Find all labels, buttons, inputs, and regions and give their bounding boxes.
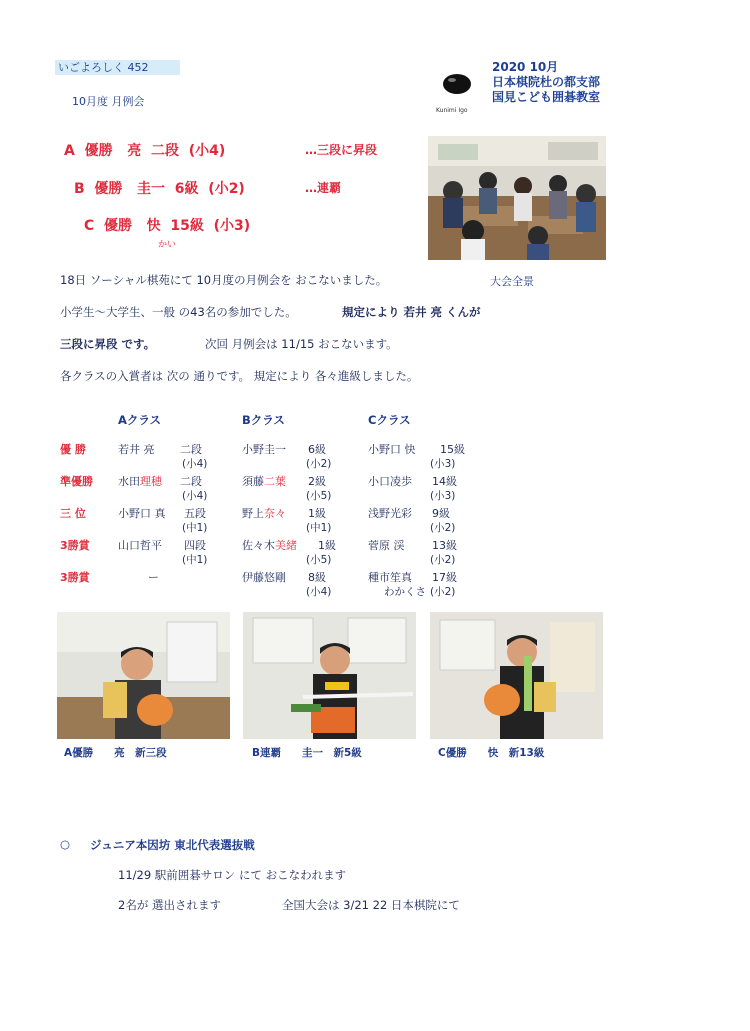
paragraph-2: 小学生～大学生、一般 の43名の参加でした。: [60, 305, 297, 319]
result-b-grade: (小5): [306, 554, 332, 566]
class-name: 国見こども囲碁教室: [492, 90, 601, 104]
section-bullet: ○: [60, 837, 71, 851]
result-a-grade: (中1): [182, 522, 208, 534]
result-b-rank: 1級: [318, 539, 336, 552]
paragraph-4: 各クラスの入賞者は 次の 通りです。 規定により 各々進級しました。: [60, 369, 419, 383]
winner-a-grade: (小4): [188, 143, 226, 159]
result-c-grade: (小2): [430, 554, 456, 566]
result-b-grade: (小4): [306, 586, 332, 598]
paragraph-3: 三段に昇段 です。: [60, 337, 156, 351]
section-line-2b: 全国大会は 3/21 22 日本棋院にて: [282, 898, 460, 912]
winner-b-note: …連覇: [305, 181, 342, 195]
org-name: 日本棋院杜の都支部: [492, 75, 601, 89]
winner-a-label: 優勝: [84, 143, 113, 159]
result-a-rank: 二段: [180, 475, 202, 488]
winner-c-name: 快: [146, 218, 161, 234]
result-b-rank: 6級: [308, 443, 326, 456]
winner-c-label: 優勝: [104, 218, 133, 234]
result-b-grade: (小5): [306, 490, 332, 502]
winner-a: [64, 140, 225, 160]
result-b-grade: (小2): [306, 458, 332, 470]
tournament-photo: [428, 136, 606, 260]
prize-label: 3勝賞: [60, 571, 90, 584]
result-c-rank: 15級: [440, 443, 465, 456]
result-c-name: 菅原 渓: [368, 539, 405, 552]
result-a-rank: 二段: [180, 443, 202, 456]
paragraph-2b: 規定により 若井 亮 くんが: [342, 305, 481, 319]
result-b-rank: 1級: [308, 507, 326, 520]
winner-c: [84, 215, 250, 235]
prize-label: 優 勝: [60, 443, 86, 456]
result-b-name: 小野圭一: [242, 443, 286, 456]
newsletter-tag: いごよろしく 452: [55, 60, 180, 75]
photo-winner-a: [57, 612, 230, 739]
winner-a-note: …三段に昇段: [305, 143, 378, 157]
caption-winner-a: A優勝 亮 新三段: [64, 747, 167, 759]
photo-caption-overview: 大会全景: [490, 275, 534, 288]
prize-label: 三 位: [60, 507, 86, 520]
result-c-name: 浅野光彩: [368, 507, 412, 520]
col-head-c: Cクラス: [368, 413, 411, 427]
result-c-name: 種市笙真: [368, 571, 412, 584]
page-subtitle: 10月度 月例会: [72, 95, 145, 108]
name-highlight: 二葉: [264, 475, 286, 488]
name-highlight: 美緒: [275, 539, 297, 552]
result-a-grade: (小4): [182, 458, 208, 470]
issue-date: 2020 10月: [492, 60, 559, 74]
section-line-1: 11/29 駅前囲碁サロン にて おこなわれます: [118, 868, 347, 882]
name-part: 野上: [242, 507, 264, 520]
winner-c-class: C: [84, 218, 95, 234]
winner-b-rank: 6級: [174, 181, 199, 197]
section-title: ジュニア本因坊 東北代表選抜戦: [90, 838, 255, 852]
result-b-name: 伊藤悠剛: [242, 571, 286, 584]
result-b-rank: 2級: [308, 475, 326, 488]
winner-b-class: B: [74, 181, 85, 197]
result-b-name: [242, 505, 286, 521]
result-a-rank: 五段: [184, 507, 206, 520]
section-line-2a: 2名が 選出されます: [118, 898, 221, 912]
result-c-name: 小口凌歩: [368, 475, 412, 488]
result-c-grade: (小3): [430, 458, 456, 470]
name-part: 須藤: [242, 475, 264, 488]
result-c-rank: 14級: [432, 475, 457, 488]
result-b-grade: (中1): [306, 522, 332, 534]
result-c-grade: (小2): [430, 522, 456, 534]
caption-winner-c: C優勝 快 新13級: [438, 747, 545, 759]
result-c-name: 小野口 快: [368, 443, 416, 456]
name-part: 佐々木: [242, 539, 275, 552]
winner-a-rank: 二段: [150, 143, 179, 159]
name-part: 水田: [118, 475, 140, 488]
col-head-b: Bクラス: [242, 413, 285, 427]
result-c-rank: 17級: [432, 571, 457, 584]
result-c-rank: 9級: [432, 507, 450, 520]
club-logo: [435, 70, 479, 106]
winner-c-rank: 15級: [170, 218, 204, 234]
result-a-name: [118, 473, 162, 489]
result-c-grade: (小3): [430, 490, 456, 502]
result-b-rank: 8級: [308, 571, 326, 584]
paragraph-3b: 次回 月例会は 11/15 おこないます。: [205, 337, 398, 351]
result-b-name: [242, 473, 286, 489]
photo-winner-b: [243, 612, 416, 739]
name-highlight: 理穂: [140, 475, 162, 488]
paragraph-1: 18日 ソーシャル棋苑にて 10月度の月例会を おこないました。: [60, 273, 388, 287]
winner-c-reading: かい: [158, 240, 177, 250]
winner-b-label: 優勝: [94, 181, 123, 197]
photo-winner-c: [430, 612, 603, 739]
logo-text: Kunimi Igo: [436, 107, 468, 114]
result-b-name: [242, 537, 297, 553]
result-c-grade: (小2): [430, 586, 456, 598]
winner-a-class: A: [64, 143, 75, 159]
name-highlight: 奈々: [264, 507, 286, 520]
winner-b-grade: (小2): [208, 181, 245, 197]
winner-b-name: 圭一: [137, 181, 166, 197]
result-a-rank: 四段: [184, 539, 206, 552]
result-a-name: 小野口 真: [118, 507, 166, 520]
result-a-name: ー: [148, 571, 159, 584]
result-a-grade: (中1): [182, 554, 208, 566]
caption-winner-b: B連覇 圭一 新5級: [252, 747, 362, 759]
result-c-rank: 13級: [432, 539, 457, 552]
prize-label: 準優勝: [60, 475, 93, 488]
winner-b: [74, 178, 245, 198]
winner-c-grade: (小3): [213, 218, 251, 234]
result-a-name: 山口哲平: [118, 539, 162, 552]
result-a-name: 若井 亮: [118, 443, 155, 456]
winner-a-name: 亮: [127, 143, 142, 159]
result-a-grade: (小4): [182, 490, 208, 502]
prize-label: 3勝賞: [60, 539, 90, 552]
result-c-reading: わかくさ: [384, 586, 426, 598]
col-head-a: Aクラス: [118, 413, 162, 427]
